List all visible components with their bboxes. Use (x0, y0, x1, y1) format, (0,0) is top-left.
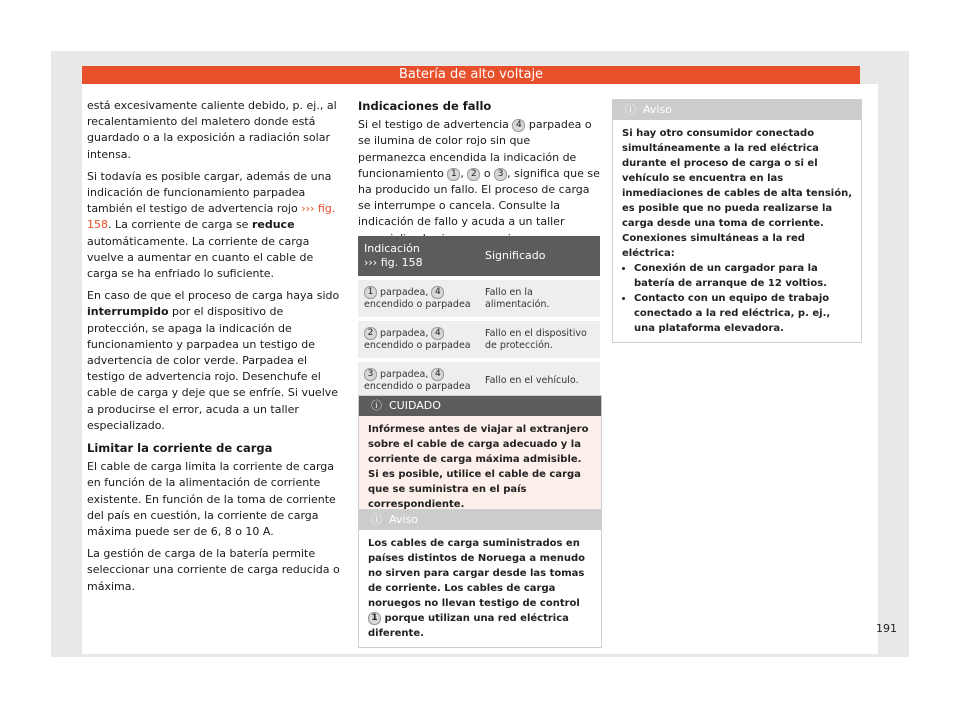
list-item: • Contacto con un equipo de trabajo conectado a la red eléctrica, p. ej., una plataforma elevadora. (634, 291, 852, 336)
notice-header: ⓘ Aviso (613, 100, 861, 120)
paragraph: El cable de carga limita la corriente de carga en función de la alimentación de corriente existente. En función de la toma de corriente del país en cuestión, la corriente de carga máxima puede ser de 6, 8 o 10 A. (87, 460, 336, 539)
paragraph: Si todavía es posible cargar, además de una indicación de funcionamiento parpadea también el testigo de advertencia rojo ››› fig. 158. La corriente de carga se reduce automáticamente. La corriente de carga vuelve a aumentar en cuanto el cable de carga se ha enfriado lo suficiente. (87, 169, 336, 281)
bullet-list (622, 261, 852, 336)
paragraph: está excesivamente caliente debido, p. ej., al recalentamiento del maletero donde está guardado o a la exposición a radiación solar intensa. (87, 99, 337, 161)
indicator-number: 3 (494, 168, 507, 181)
page-number: 191 (876, 622, 897, 635)
table-row (358, 319, 600, 360)
notice-box (612, 99, 862, 343)
info-icon: ⓘ (625, 103, 636, 116)
indicator-number: 1 (447, 168, 460, 181)
indicator-number: 1 (368, 612, 381, 625)
section-header: Batería de alto voltaje (82, 66, 860, 84)
table-cell: 3 parpadea, 4 encendido o parpadea (358, 360, 479, 399)
subheading: Indicaciones de fallo (358, 99, 492, 113)
table-cell: Fallo en el vehículo. (479, 360, 600, 399)
table-cell: 2 parpadea, 4 encendido o parpadea (358, 319, 479, 360)
caution-box (358, 395, 602, 519)
table-cell: Fallo en la alimentación. (479, 278, 600, 319)
table-header: Significado (479, 236, 600, 278)
notice-box (358, 509, 602, 648)
notice-header: ⓘ Aviso (359, 510, 601, 530)
indicator-number: 2 (467, 168, 480, 181)
warning-circle-icon: ⓘ (371, 399, 382, 412)
indicator-number: 4 (512, 119, 525, 132)
notice-text: Si hay otro consumidor conectado simultáneamente a la red eléctrica durante el proceso de carga o si el vehículo se encuentra en las inmediaciones de cables de alta tensión, es posible que no pueda realizarse la carga desde una toma de corriente. Conexiones simultáneas a la red eléctrica: • Conexión de un cargador para la batería de arranque de 12 voltios. • Contacto con un equipo de trabajo conectado a la red eléctrica, p. ej., una plataforma elevadora. (613, 120, 861, 342)
subheading: Limitar la corriente de carga (87, 441, 273, 456)
column-left (87, 98, 345, 601)
caution-header: ⓘ CUIDADO (359, 396, 601, 416)
caution-text: Infórmese antes de viajar al extranjero sobre el cable de carga adecuado y la corriente de carga máxima admisible. Si es posible, utilice el cable de carga que se suministra en el país correspondiente. (359, 416, 601, 518)
figure-link[interactable]: ››› fig. 158 (87, 202, 336, 232)
fault-table (358, 236, 600, 399)
paragraph: En caso de que el proceso de carga haya sido interrumpido por el dispositivo de protección, se apaga la indicación de funcionamiento y parpadea un testigo de advertencia de color verde. Parpadea el testigo de advertencia rojo. Desenchufe el cable de carga y deje que se enfríe. Si vuelve a producirse el error, acuda a un taller especializado. (87, 289, 340, 432)
table-row (358, 278, 600, 319)
paragraph: La gestión de carga de la batería permite seleccionar una corriente de carga reducida o máxima. (87, 547, 340, 593)
table-cell: Fallo en el dispositivo de protección. (479, 319, 600, 360)
table-header: Indicación ››› fig. 158 (358, 236, 479, 278)
info-icon: ⓘ (371, 513, 382, 526)
paragraph: Si el testigo de advertencia 4 parpadea o se ilumina de color rojo sin que permanezca encendida la indicación de funcionamiento 1 , 2 o 3 , significa que se ha producido un fallo. El proceso de carga se interrumpe o cancela. Consulte la indicación de fallo y acuda a un taller (358, 118, 600, 229)
table-cell: 1 parpadea, 4 encendido o parpadea (358, 278, 479, 319)
column-middle (358, 98, 600, 253)
list-item: • Conexión de un cargador para la batería de arranque de 12 voltios. (634, 261, 852, 291)
notice-text: Los cables de carga suministrados en países distintos de Noruega a menudo no sirven para cargar desde las tomas de corriente. Los cables de carga noruegos no llevan testigo de control 1 porque utilizan una red eléctrica diferente. (359, 530, 601, 647)
table-row (358, 360, 600, 399)
